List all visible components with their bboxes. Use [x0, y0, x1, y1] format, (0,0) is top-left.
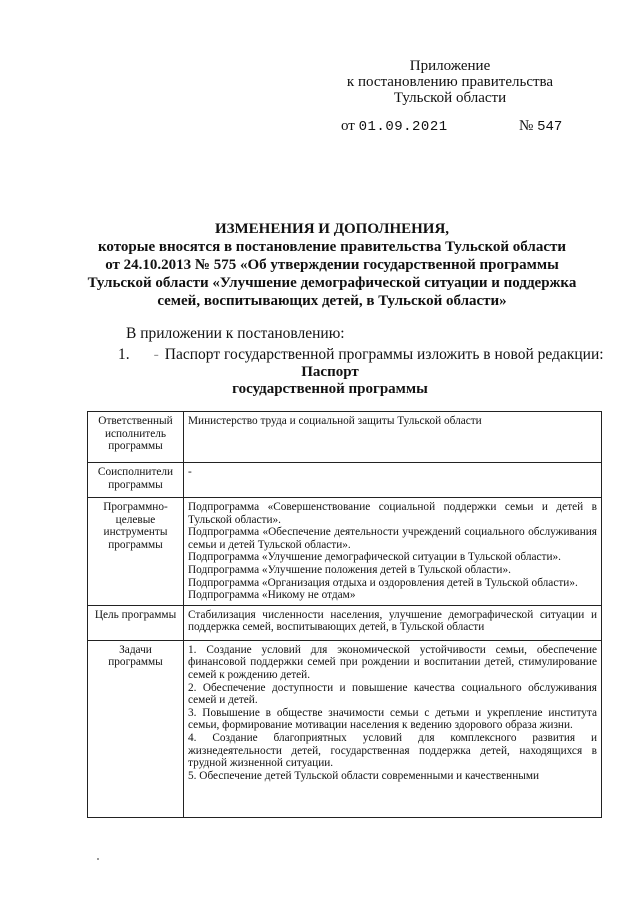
item-1	[118, 346, 604, 364]
header-block	[300, 58, 600, 106]
table-row	[88, 640, 602, 817]
title-line-4: Тульской области «Улучшение демографической ситуации и поддержка	[87, 275, 577, 291]
subprogram-line: Подпрограмма «Организация отдыха и оздоровления детей в Тульской области».	[188, 576, 578, 589]
row-content: -	[184, 463, 602, 498]
task-line: 2. Обеспечение доступности и повышение качества социального обслуживания семей и детей.	[188, 681, 597, 707]
intro-text: В приложении к постановлению:	[126, 325, 345, 342]
row-label: Программно-целевые инструменты программы	[88, 498, 184, 606]
row-content	[184, 640, 602, 817]
number-sign: №	[519, 118, 534, 134]
subprogram-line: Подпрограмма «Обеспечение деятельности учреждений социального обслуживания семьи и детей Тульской области».	[188, 526, 597, 551]
row-label: Цель программы	[88, 605, 184, 640]
document-title	[82, 220, 582, 310]
row-label: Соисполнители программы	[88, 463, 184, 498]
subprogram-line: Подпрограмма «Никому не отдам»	[188, 589, 356, 602]
subprogram-line: Подпрограмма «Улучшение положения детей в Тульской области».	[188, 563, 511, 576]
passport-title	[200, 364, 460, 398]
item-number: 1.	[118, 346, 130, 363]
title-line-5: семей, воспитывающих детей, в Тульской области»	[157, 293, 507, 309]
document-number-line	[519, 118, 562, 135]
header-line-1: Приложение	[409, 58, 491, 74]
row-label: Задачи программы	[88, 640, 184, 817]
table-row	[88, 463, 602, 498]
task-line: 1. Создание условий для экономической устойчивости семьи, обеспечение финансовой поддержки семей при рождении и воспитании детей, стимулирование семей к рождению детей.	[188, 643, 597, 681]
title-line-2: которые вносятся в постановление правительства Тульской области	[97, 239, 567, 255]
row-label: Ответственный исполнитель программы	[88, 412, 184, 463]
document-number: 547	[537, 119, 563, 135]
item-text: Паспорт государственной программы изложить в новой редакции:	[164, 346, 604, 363]
task-line: 4. Создание благоприятных условий для комплексного развития и жизнедеятельности детей, государственная поддержка детей, находящихся в трудной жизненной ситуации.	[188, 731, 597, 770]
title-line-3: от 24.10.2013 № 575 «Об утверждении государственной программы	[105, 257, 559, 273]
date-line	[341, 118, 448, 135]
passport-title-2: государственной программы	[232, 381, 428, 397]
table-row	[88, 412, 602, 463]
row-content: Стабилизация численности населения, улучшение демографической ситуации и поддержка семей, воспитывающих детей, в Тульской области	[184, 605, 602, 640]
subprogram-line: Подпрограмма «Улучшение демографической ситуации в Тульской области».	[188, 551, 561, 564]
table-row	[88, 498, 602, 606]
row-content: Министерство труда и социальной защиты Тульской области	[184, 412, 602, 463]
table-row	[88, 605, 602, 640]
passport-title-1: Паспорт	[301, 364, 359, 380]
dash-mark: -	[153, 346, 159, 363]
subprogram-line: Подпрограмма «Совершенствование социальной поддержки семьи и детей в Тульской области».	[188, 501, 597, 526]
title-main: ИЗМЕНЕНИЯ И ДОПОЛНЕНИЯ,	[214, 221, 450, 237]
header-line-3: Тульской области	[393, 90, 507, 106]
scan-mark	[97, 858, 99, 860]
row-content	[184, 498, 602, 606]
document-date: 01.09.2021	[358, 119, 448, 135]
task-line: 5. Обеспечение детей Тульской области современными и качественными	[188, 769, 540, 782]
header-line-2: к постановлению правительства	[346, 74, 554, 90]
passport-table	[87, 411, 602, 818]
date-prefix: от	[341, 118, 355, 134]
task-line: 3. Повышение в обществе значимости семьи с детьми и укрепление института семьи, формирование мотивации населения к ведению здорового образа жизни.	[188, 706, 597, 732]
